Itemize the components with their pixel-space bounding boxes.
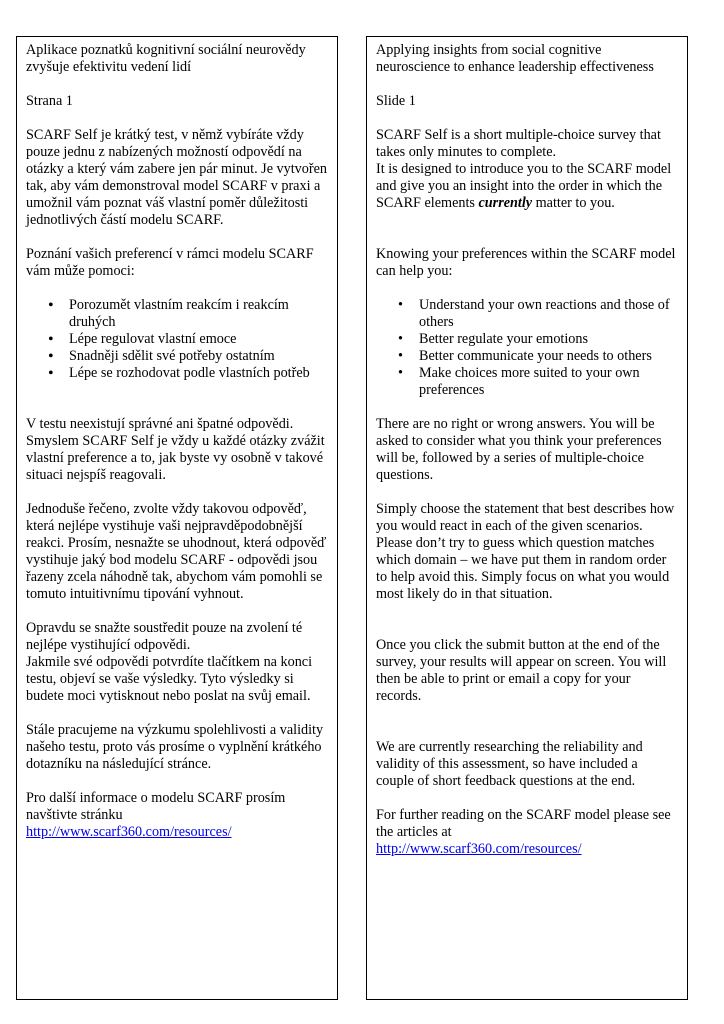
czech-research: Stále pracujeme na výzkumu spolehlivosti a validity našeho testu, proto vás prosíme o vyplnění krátkého dotazníku na následující stránce. [26, 722, 324, 772]
english-simply-choose: Simply choose the statement that best describes how you would react in each of the given scenarios. Please don’t try to guess which question matches which domain – we have put them in random order to help avoid this. Simply focus on what you would most likely do in that situation. [376, 501, 675, 602]
czech-bullet: • Snadněji sdělit své potřeby ostatním [26, 348, 328, 365]
czech-bullet-list [26, 297, 328, 382]
english-resources-link[interactable]: http://www.scarf360.com/resources/ [376, 841, 582, 857]
czech-slide-number: Strana 1 [26, 93, 73, 109]
czech-column [16, 36, 338, 1000]
czech-bullet: • Lépe se rozhodovat podle vlastních potřeb [26, 365, 328, 382]
czech-submit: Jakmile své odpovědi potvrdíte tlačítkem na konci testu, objeví se vaše výsledky. Tyto výsledky si budete moci vytisknout nebo poslat na svůj email. [26, 654, 313, 704]
czech-bullet: • Lépe regulovat vlastní emoce [26, 331, 328, 348]
czech-focus: Opravdu se snažte soustředit pouze na zvolení té nejlépe vystihující odpovědi. [26, 620, 303, 653]
english-bullet: • Better communicate your needs to others [376, 348, 678, 365]
english-column [366, 36, 688, 1000]
english-prefs-heading: Knowing your preferences within the SCARF model can help you: [376, 246, 676, 279]
english-intro-emphasis: currently [478, 195, 533, 211]
czech-bullet: • Porozumět vlastním reakcím i reakcím druhých [26, 297, 328, 331]
english-title: Applying insights from social cognitive neuroscience to enhance leadership effectiveness [376, 42, 654, 75]
english-research: We are currently researching the reliability and validity of this assessment, so have included a couple of short feedback questions at the end. [376, 739, 643, 789]
english-bullet-list [376, 297, 678, 399]
czech-intro: SCARF Self je krátký test, v němž vybíráte vždy pouze jednu z nabízených možností odpovědí na otázky a který vám zabere jen pár minut. Je vytvořen tak, aby vám demonstroval model SCARF v praxi a umožnil vám poznat váš vlastní poměr důležitosti jednotlivých částí modelu SCARF. [26, 127, 327, 228]
english-intro-2b: matter to you. [535, 195, 615, 211]
czech-prefs-heading: Poznání vašich preferencí v rámci modelu SCARF vám může pomoci: [26, 246, 314, 279]
english-bullet: • Better regulate your emotions [376, 331, 678, 348]
english-intro-2 [376, 161, 678, 212]
english-no-wrong-answers: There are no right or wrong answers. You will be asked to consider what you think your preferences will be, followed by a series of multiple-choice questions. [376, 416, 662, 483]
english-slide-number: Slide 1 [376, 93, 416, 109]
english-submit: Once you click the submit button at the end of the survey, your results will appear on screen. You will then be able to print or email a copy for your records. [376, 637, 667, 704]
czech-title: Aplikace poznatků kognitivní sociální neurovědy zvyšuje efektivitu vedení lidí [26, 42, 306, 75]
czech-further-reading: Pro další informace o modelu SCARF prosím navštivte stránku [26, 790, 286, 823]
english-further-reading: For further reading on the SCARF model please see the articles at [376, 807, 671, 840]
english-bullet: • Understand your own reactions and those of others [376, 297, 678, 331]
english-intro-2a: It is designed to introduce you to the SCARF model and give you an insight into the order in which the SCARF elements [376, 161, 672, 211]
czech-no-wrong-answers: V testu neexistují správné ani špatné odpovědi. Smyslem SCARF Self je vždy u každé otázky zvážit vlastní preference a to, jak byste vy osobně v takové situaci nejspíš reagovali. [26, 416, 325, 483]
english-bullet: • Make choices more suited to your own preferences [376, 365, 678, 399]
czech-simply-choose: Jednoduše řečeno, zvolte vždy takovou odpověď, která nejlépe vystihuje vaši nejpravděpodobnější reakci. Prosím, nesnažte se uhodnout, která odpověď vystihuje jaký bod modelu SCARF - odpovědi jsou řazeny zcela náhodně tak, abychom vám pomohli se tomuto intuitivnímu tipování vyhnout. [26, 501, 327, 602]
english-intro-1: SCARF Self is a short multiple-choice survey that takes only minutes to complete. [376, 127, 661, 160]
czech-resources-link[interactable]: http://www.scarf360.com/resources/ [26, 824, 232, 840]
